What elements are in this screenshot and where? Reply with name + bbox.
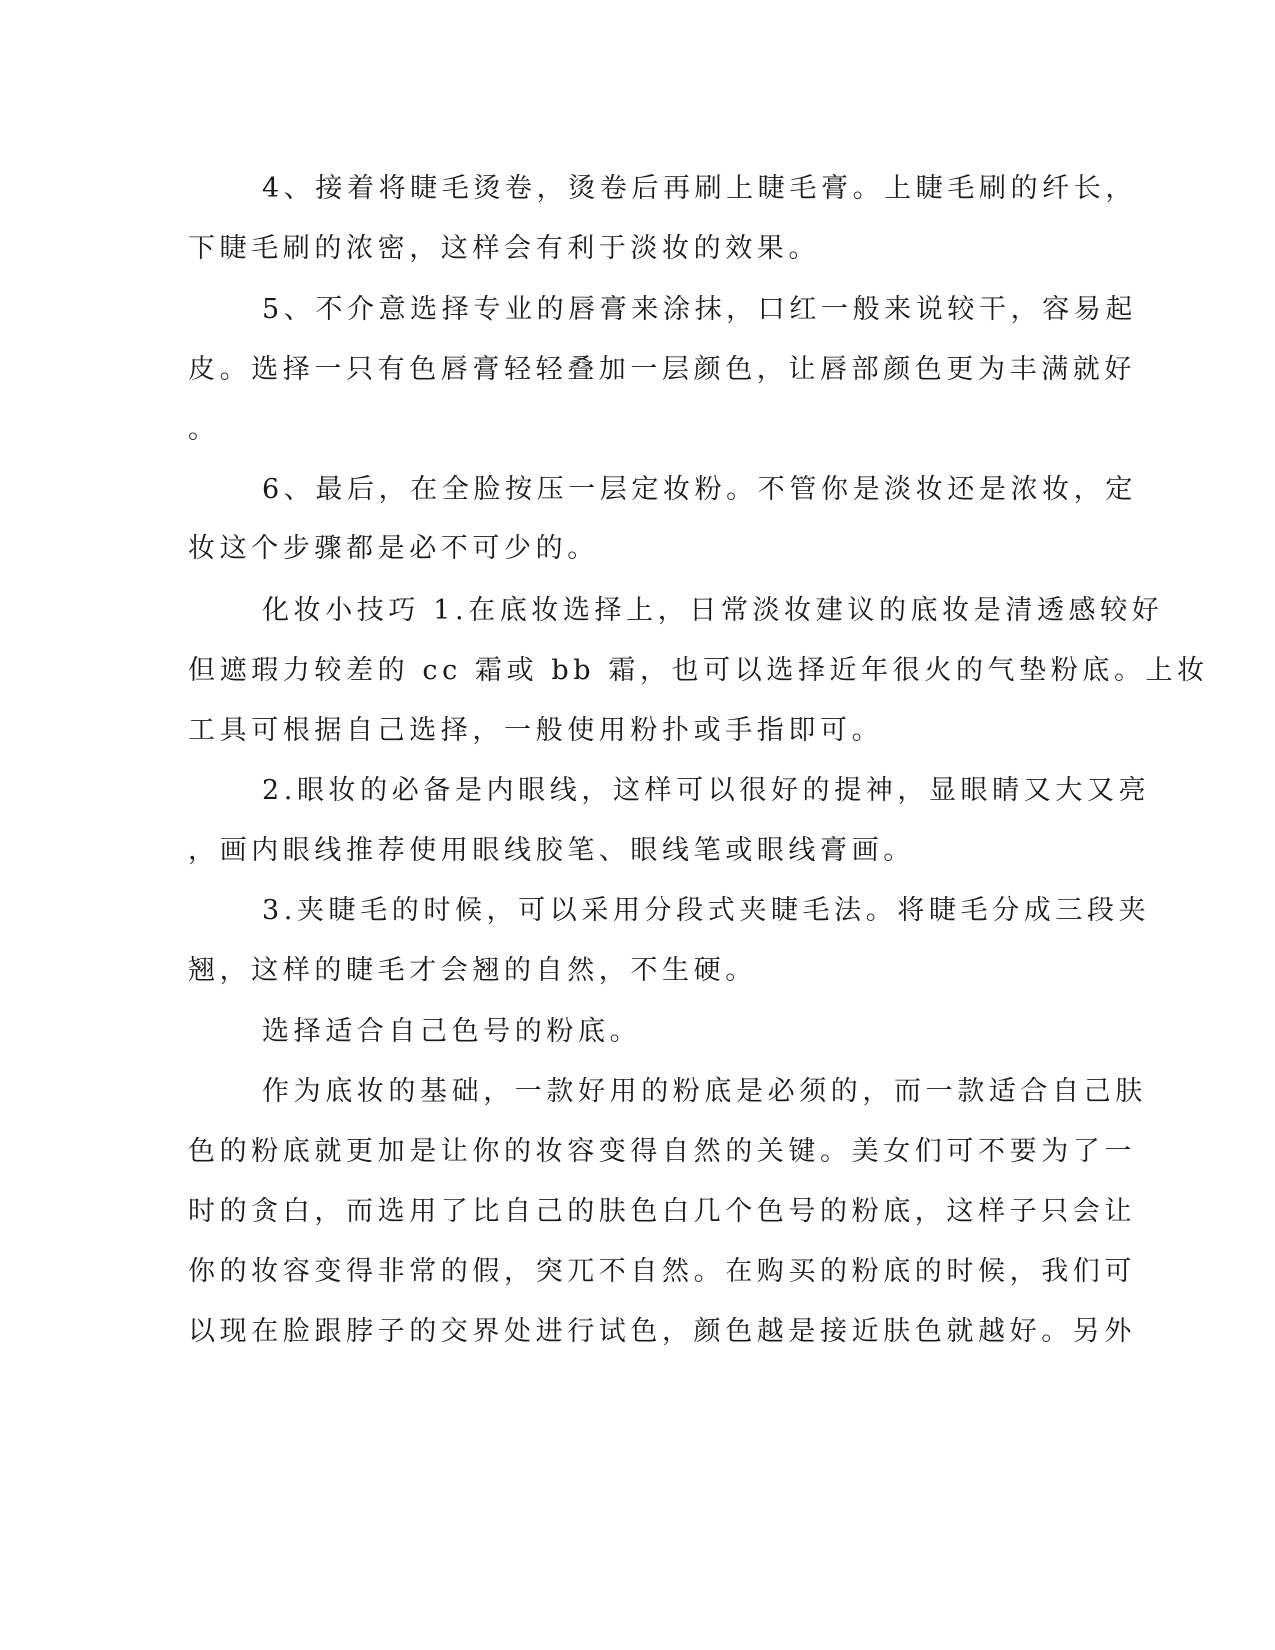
- foundation-line-1: 作为底妆的基础，一款好用的粉底是必须的，而一款适合自己肤: [262, 1076, 1147, 1107]
- paragraph-5-line-1: 5、不介意选择专业的唇膏来涂抹，口红一般来说较干，容易起: [262, 294, 1137, 325]
- paragraph-4-line-2: 下睫毛刷的浓密，这样会有利于淡妆的效果。: [188, 233, 820, 264]
- foundation-line-5: 以现在脸跟脖子的交界处进行试色，颜色越是接近肤色就越好。另外: [188, 1316, 1136, 1347]
- paragraph-5-line-2: 皮。选择一只有色唇膏轻轻叠加一层颜色，让唇部颜色更为丰满就好: [188, 354, 1136, 385]
- tips-2-line-1: 2.眼妆的必备是内眼线，这样可以很好的提神，显眼睛又大又亮: [262, 775, 1151, 806]
- foundation-line-4: 你的妆容变得非常的假，突兀不自然。在购买的粉底的时候，我们可: [188, 1256, 1136, 1287]
- tips-1-line-2: 但遮瑕力较差的 cc 霜或 bb 霜，也可以选择近年很火的气垫粉底。上妆: [188, 655, 1209, 686]
- tips-3-line-1: 3.夹睫毛的时候，可以采用分段式夹睫毛法。将睫毛分成三段夹: [262, 895, 1151, 926]
- tips-2-line-2: ，画内眼线推荐使用眼线胶笔、眼线笔或眼线膏画。: [188, 835, 915, 866]
- tips-3-line-2: 翘，这样的睫毛才会翘的自然，不生硬。: [188, 955, 757, 986]
- tips-1-line-3: 工具可根据自己选择，一般使用粉扑或手指即可。: [188, 715, 884, 746]
- tips-1-line-1: 化妆小技巧 1.在底妆选择上，日常淡妆建议的底妆是清透感较好: [262, 595, 1164, 626]
- foundation-line-2: 色的粉底就更加是让你的妆容变得自然的关键。美女们可不要为了一: [188, 1136, 1136, 1167]
- foundation-line-3: 时的贪白，而选用了比自己的肤色白几个色号的粉底，这样子只会让: [188, 1196, 1136, 1227]
- foundation-heading: 选择适合自己色号的粉底。: [262, 1016, 642, 1047]
- paragraph-6-line-1: 6、最后，在全脸按压一层定妆粉。不管你是淡妆还是浓妆，定: [262, 474, 1137, 505]
- paragraph-5-line-3: 。: [188, 414, 220, 445]
- paragraph-6-line-2: 妆这个步骤都是必不可少的。: [188, 533, 599, 564]
- paragraph-4-line-1: 4、接着将睫毛烫卷，烫卷后再刷上睫毛膏。上睫毛刷的纤长，: [262, 173, 1137, 204]
